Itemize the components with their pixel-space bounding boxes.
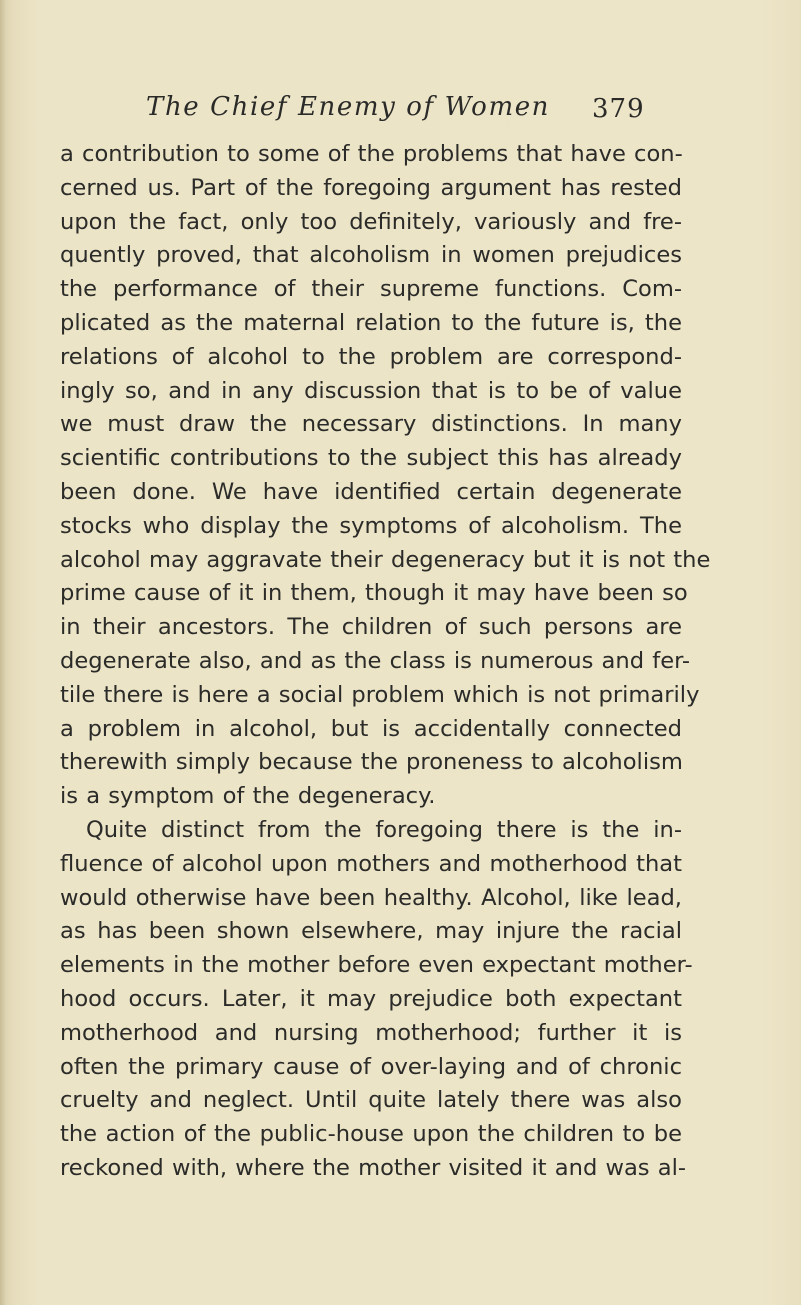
text-line: would otherwise have been healthy. Alcohol, like lead, (60, 884, 682, 911)
text-line: in their ancestors. The children of such persons are (60, 614, 682, 641)
text-line: the performance of their supreme functions. Com- (60, 276, 682, 303)
text-line: reckoned with, where the mother visited it and was al- (60, 1154, 687, 1181)
text-line: been done. We have identified certain degenerate (60, 478, 682, 505)
text-line: plicated as the maternal relation to the future is, the (60, 309, 682, 336)
text-line: elements in the mother before even expectant mother- (60, 952, 693, 979)
text-line: a problem in alcohol, but is accidentally connected (60, 715, 682, 742)
body-text (60, 138, 711, 1186)
text-line: upon the fact, only too definitely, variously and fre- (60, 208, 682, 235)
text-line: fluence of alcohol upon mothers and motherhood that (60, 850, 682, 877)
text-line: cerned us. Part of the foregoing argument has rested (60, 174, 682, 201)
text-line: tile there is here a social problem which is not primarily (60, 681, 700, 708)
text-line: the action of the public-house upon the children to be (60, 1121, 682, 1148)
text-line: relations of alcohol to the problem are correspond- (60, 343, 682, 370)
running-title: The Chief Enemy of Women (146, 92, 551, 122)
text-line: a contribution to some of the problems that have con- (60, 141, 683, 167)
text-line: we must draw the necessary distinctions. In many (60, 411, 682, 438)
text-line: is a symptom of the degeneracy. (60, 783, 436, 810)
text-line: therewith simply because the proneness to alcoholism (60, 749, 683, 776)
text-line: alcohol may aggravate their degeneracy but it is not the (60, 546, 711, 573)
running-head (60, 90, 680, 134)
spine-shadow (0, 0, 6, 1305)
text-line: often the primary cause of over-laying and of chronic (60, 1053, 682, 1080)
text-line: as has been shown elsewhere, may injure the racial (60, 918, 682, 945)
text-line: cruelty and neglect. Until quite lately there was also (60, 1087, 682, 1114)
text-line: scientific contributions to the subject this has already (60, 445, 682, 472)
text-line: ingly so, and in any discussion that is to be of value (60, 377, 682, 404)
text-line: motherhood and nursing motherhood; further it is (60, 1019, 682, 1046)
text-line: Quite distinct from the foregoing there is the in- (86, 816, 682, 843)
text-line: hood occurs. Later, it may prejudice both expectant (60, 985, 682, 1012)
text-line: prime cause of it in them, though it may have been so (60, 580, 688, 607)
text-line: stocks who display the symptoms of alcoholism. The (60, 512, 682, 539)
page-number: 379 (592, 94, 645, 124)
text-line: quently proved, that alcoholism in women prejudices (60, 242, 682, 269)
paragraph (60, 138, 711, 814)
paragraph (60, 814, 693, 1186)
text-line: degenerate also, and as the class is numerous and fer- (60, 647, 691, 674)
